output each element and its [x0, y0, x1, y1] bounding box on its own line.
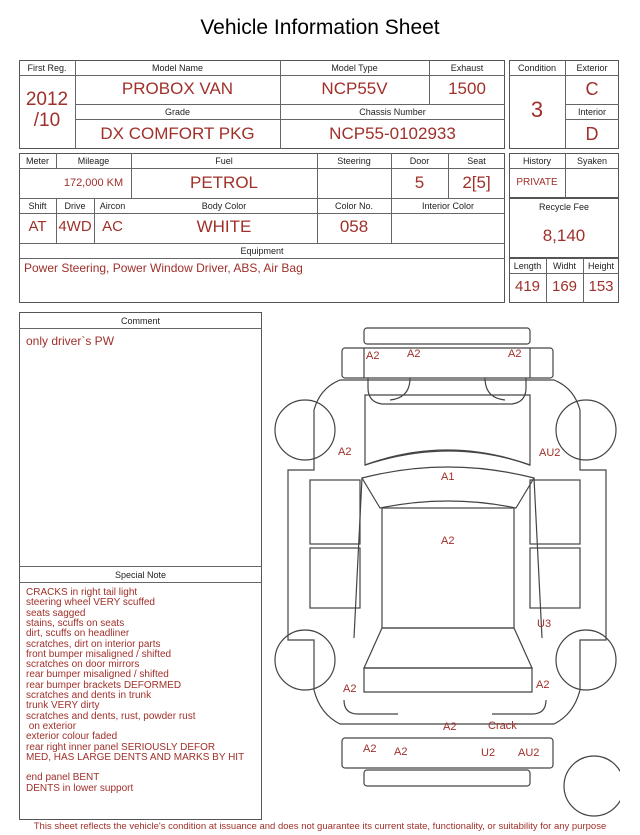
grade-value: DX COMFORT PKG — [100, 124, 255, 143]
damage-mark-trunk: A2 — [443, 721, 457, 733]
recycle-fee-value: 8,140 — [542, 226, 586, 245]
model-type-value: NCP55V — [321, 79, 388, 98]
equipment-label: Equipment — [240, 246, 284, 256]
door-value: 5 — [414, 173, 425, 192]
special-note-line: CRACKS in right tail light — [26, 587, 138, 598]
damage-mark-rear-right-2: AU2 — [518, 747, 540, 759]
damage-mark-roof: A2 — [441, 535, 455, 547]
drive-label: Drive — [64, 201, 86, 211]
condition-value: 3 — [530, 97, 544, 122]
fuel-label: Fuel — [215, 156, 233, 166]
exhaust-value: 1500 — [448, 79, 486, 98]
width-value: 169 — [551, 278, 578, 295]
length-value: 419 — [514, 278, 541, 295]
first-reg-label: First Reg. — [27, 63, 67, 73]
special-note-line: DENTS in lower support — [26, 782, 134, 794]
fuel-value: PETROL — [189, 173, 259, 192]
seat-value: 2[5] — [462, 173, 491, 192]
special-note-line: front bumper misaligned / shifted — [26, 648, 172, 660]
special-note-line: seats sagged — [26, 607, 86, 619]
mileage-label: Mileage — [77, 156, 110, 166]
damage-mark-rear-left-1: A2 — [363, 743, 377, 755]
damage-mark-front-left: A2 — [366, 350, 380, 362]
chassis-value: NCP55-0102933 — [329, 124, 456, 143]
shift-value: AT — [28, 218, 47, 235]
model-type-label: Model Type — [331, 63, 378, 73]
comment-text: only driver`s PW — [26, 334, 115, 348]
car-damage-diagram — [268, 318, 620, 820]
damage-mark-left-rear: A2 — [343, 683, 357, 695]
recycle-fee-label: Recycle Fee — [538, 202, 590, 212]
height-label: Height — [587, 261, 614, 271]
damage-mark-rear-left-2: A2 — [394, 746, 408, 758]
special-note-line: rear bumper misaligned / shifted — [26, 669, 169, 681]
aircon-label: Aircon — [99, 201, 126, 211]
special-note-line: end panel BENT — [26, 772, 100, 784]
grade-label: Grade — [164, 107, 190, 117]
damage-mark-left-front-fender: A2 — [338, 446, 352, 458]
damage-mark-rear-right-1: U2 — [481, 747, 496, 759]
special-note-line: MED, HAS LARGE DENTS AND MARKS BY HIT — [26, 751, 245, 763]
special-note-line: scratches and dents in trunk — [26, 690, 152, 701]
seat-label: Seat — [467, 156, 486, 166]
model-name-value: PROBOX VAN — [121, 79, 234, 98]
body-color-value: WHITE — [196, 217, 252, 236]
steering-label: Steering — [337, 156, 371, 166]
special-note-line: scratches, dirt on interior parts — [26, 638, 161, 650]
equipment-value: Power Steering, Power Window Driver, ABS, Air Bag — [24, 261, 303, 275]
condition-label: Condition — [517, 63, 557, 73]
damage-mark-front-right: A2 — [508, 348, 522, 360]
exterior-label: Exterior — [576, 63, 608, 73]
height-value: 153 — [588, 278, 614, 295]
special-note-line: rear right inner panel SERIOUSLY DEFOR — [26, 741, 216, 753]
special-note-line: scratches on door mirrors — [26, 659, 140, 671]
width-label: Widht — [552, 261, 576, 271]
interior-label: Interior — [577, 107, 606, 117]
damage-mark-crack: Crack — [488, 720, 517, 732]
special-note-line: exterior colour faded — [26, 731, 118, 743]
model-name-label: Model Name — [151, 63, 204, 73]
interior-value: D — [585, 124, 599, 144]
drive-value: 4WD — [58, 218, 92, 235]
body-color-label: Body Color — [201, 201, 247, 211]
length-label: Length — [513, 261, 542, 271]
history-value: PRIVATE — [516, 177, 558, 188]
damage-mark-hood: A1 — [441, 471, 455, 483]
sheet-title: Vehicle Information Sheet — [200, 16, 440, 39]
special-note-line: trunk VERY dirty — [26, 700, 100, 712]
comment-label: Comment — [120, 316, 160, 326]
damage-mark-right-quarter: U3 — [537, 618, 552, 630]
first-reg-year: 2012 — [25, 89, 69, 110]
first-reg-month: /10 — [33, 110, 61, 131]
special-note-label: Special Note — [114, 570, 167, 580]
special-note-line: stains, scuffs on seats — [26, 617, 125, 629]
special-note-line: on exterior — [26, 720, 77, 732]
special-note-line: steering wheel VERY scuffed — [26, 597, 155, 609]
door-label: Door — [409, 156, 430, 166]
color-no-label: Color No. — [334, 201, 373, 211]
exterior-value: C — [585, 79, 599, 99]
exhaust-label: Exhaust — [450, 63, 484, 73]
special-note-line: rear bumper brackets DEFORMED — [26, 679, 182, 691]
special-note-line: dirt, scuffs on headliner — [26, 628, 130, 640]
meter-label: Meter — [25, 156, 49, 166]
damage-mark-right-front-fender: AU2 — [539, 447, 561, 459]
syaken-label: Syaken — [576, 156, 608, 166]
damage-mark-front-mid: A2 — [407, 348, 421, 360]
chassis-label: Chassis Number — [359, 107, 426, 117]
special-note-line: scratches and dents, rust, powder rust — [26, 710, 196, 722]
damage-mark-right-rear: A2 — [536, 679, 550, 691]
color-no-value: 058 — [339, 217, 369, 236]
shift-label: Shift — [28, 201, 47, 211]
disclaimer-footer: This sheet reflects the vehicle's condition at issuance and does not guarantee its current state, functionality, or suitability for any purpose — [33, 821, 607, 832]
mileage-value: 172,000 KM — [63, 177, 124, 189]
interior-color-label: Interior Color — [421, 201, 475, 211]
aircon-value: AC — [102, 218, 123, 235]
history-label: History — [522, 156, 551, 166]
